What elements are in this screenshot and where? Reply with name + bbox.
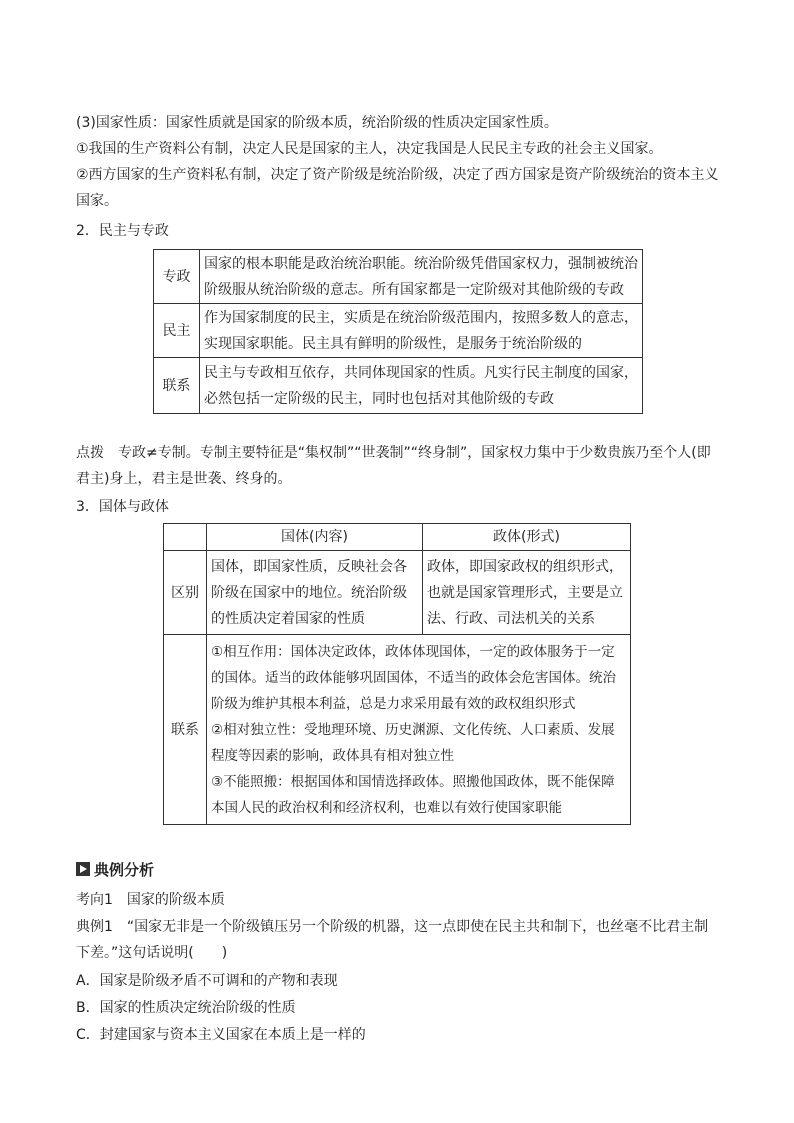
topic-line: 考向1 国家的阶级本质 (76, 892, 225, 908)
diff-guoti: 国体，即国家性质，反映社会各阶级在国家中的地位。统治阶级的性质决定着国家的性质 (207, 551, 423, 635)
table-row (154, 304, 643, 358)
table-row (164, 551, 631, 635)
table-row (154, 358, 643, 414)
row-text: 国家的根本职能是政治统治职能。统治阶级凭借国家权力，强制被统治阶级服从统治阶级的意志。所有国家都是一定阶级对其他阶级的专政 (200, 250, 643, 304)
question-text: 典例1 “国家无非是一个阶级镇压另一个阶级的机器，这一点即使在民主共和制下，也丝毫不比君主制下差。”这句话说明( ) (76, 919, 709, 961)
state-system-table (163, 523, 631, 825)
column-header-guoti: 国体(内容) (207, 524, 423, 551)
tip-note: 点拨 专政≠专制。专制主要特征是“集权制”“世袭制”“终身制”，国家权力集中于少数贵族乃至个人(即君主)身上，君主是世袭、终身的。 (76, 445, 711, 487)
option-a: A．国家是阶级矛盾不可调和的产物和表现 (76, 973, 338, 989)
table-row (154, 250, 643, 304)
row-label: 区别 (164, 551, 207, 635)
link-paragraph: ③不能照搬：根据国体和国情选择政体。照搬他国政体，既不能保障本国人民的政治权利和经济权利，也难以有效行使国家职能 (211, 773, 615, 816)
democracy-dictatorship-table (153, 249, 643, 414)
row-label: 专政 (154, 250, 200, 304)
analysis-section-heading (76, 857, 154, 881)
section-2-heading: 2．民主与专政 (76, 223, 169, 239)
table-header-row (164, 524, 631, 551)
section-3-heading: 3．国体与政体 (76, 499, 169, 515)
analysis-heading-text: 典例分析 (94, 860, 155, 879)
option-c: C．封建国家与资本主义国家在本质上是一样的 (76, 1027, 366, 1043)
intro-line-2: ①我国的生产资料公有制，决定人民是国家的主人，决定我国是人民民主专政的社会主义国家。 (76, 141, 663, 157)
column-header-zhengti: 政体(形式) (423, 524, 631, 551)
link-paragraph: ②相对独立性：受地理环境、历史渊源、文化传统、人口素质、发展程度等因素的影响，政体具有相对独立性 (211, 721, 615, 764)
option-b: B．国家的性质决定统治阶级的性质 (76, 1000, 296, 1016)
link-cell (207, 635, 631, 825)
row-text: 作为国家制度的民主，实质是在统治阶级范围内，按照多数人的意志，实现国家职能。民主具有鲜明的阶级性，是服务于统治阶级的 (200, 304, 643, 358)
row-text: 民主与专政相互依存，共同体现国家的性质。凡实行民主制度的国家，必然包括一定阶级的民主，同时也包括对其他阶级的专政 (200, 358, 643, 414)
table-row (164, 635, 631, 825)
intro-line-3: ②西方国家的生产资料私有制，决定了资产阶级是统治阶级，决定了西方国家是资产阶级统治的资本主义国家。 (76, 167, 719, 209)
row-label: 联系 (164, 635, 207, 825)
play-triangle-icon (76, 862, 90, 876)
link-paragraph: ①相互作用：国体决定政体，政体体现国体，一定的政体服务于一定的国体。适当的政体能够巩固国体，不适当的政体会危害国体。统治阶级为维护其根本利益，总是力求采用最有效的政权组织形式 (211, 643, 616, 712)
row-label: 民主 (154, 304, 200, 358)
row-label: 联系 (154, 358, 200, 414)
diff-zhengti: 政体，即国家政权的组织形式，也就是国家管理形式，主要是立法、行政、司法机关的关系 (423, 551, 631, 635)
intro-line-1: (3)国家性质：国家性质就是国家的阶级本质，统治阶级的性质决定国家性质。 (76, 115, 558, 131)
